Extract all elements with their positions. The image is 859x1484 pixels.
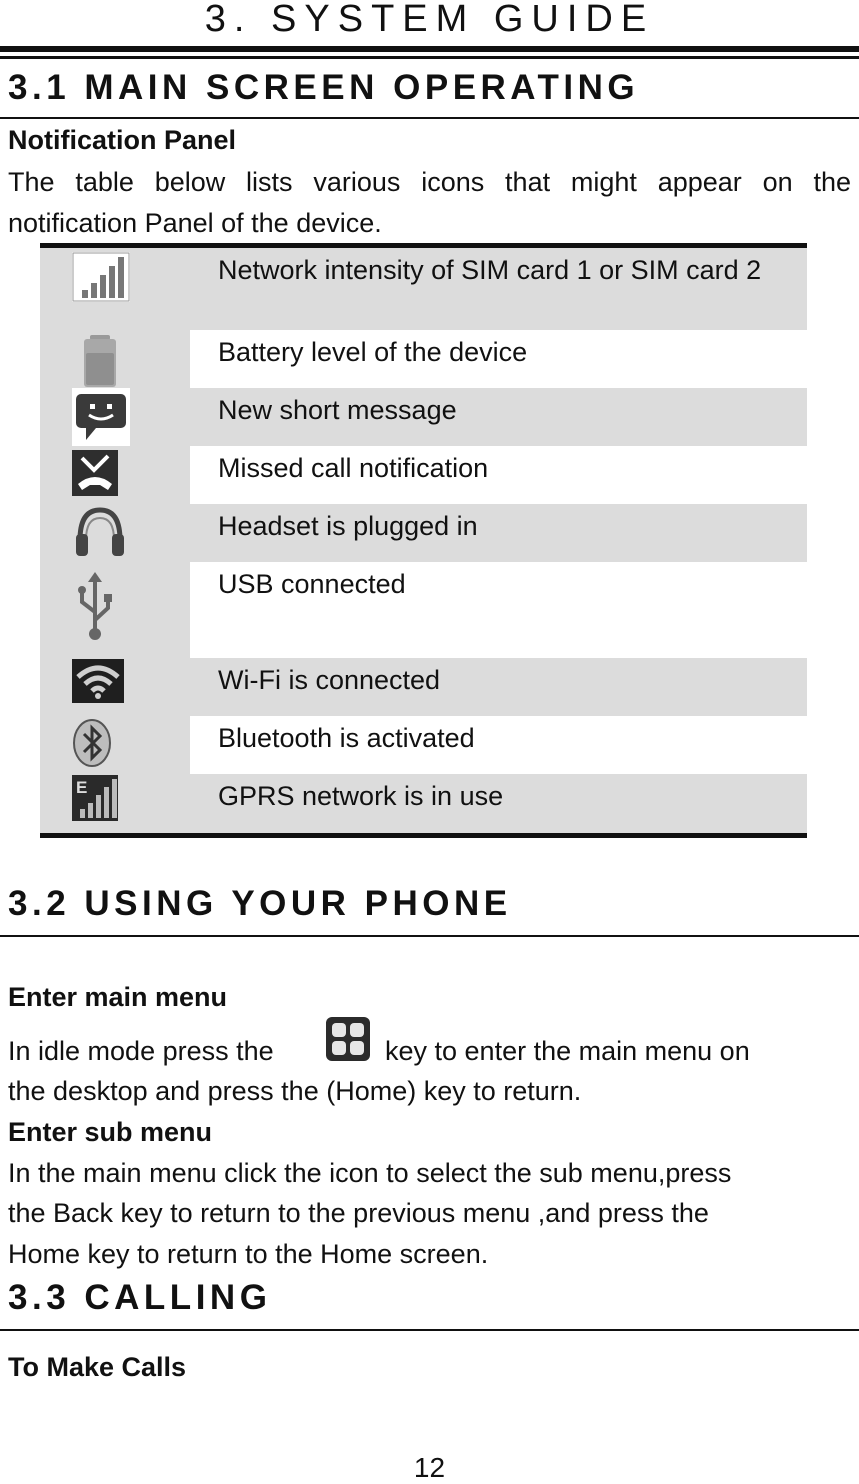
table-row-description: Wi-Fi is connected	[218, 665, 441, 695]
new-message-icon	[72, 388, 130, 446]
section-rule	[0, 1329, 859, 1331]
section-heading-3-2: 3.2 USING YOUR PHONE	[8, 884, 512, 923]
table-row-description: Headset is plugged in	[218, 511, 478, 541]
notification-icons-table	[40, 243, 807, 838]
table-row	[40, 562, 807, 658]
usb-icon	[72, 572, 118, 642]
enter-main-line-2: the desktop and press the (Home) key to return.	[8, 1076, 582, 1106]
enter-sub-line-3: Home key to return to the Home screen.	[8, 1239, 489, 1269]
section-heading-3-3: 3.3 CALLING	[8, 1278, 272, 1317]
notification-panel-heading: Notification Panel	[8, 125, 237, 155]
enter-sub-line-2: the Back key to return to the previous menu ,and press the	[8, 1198, 709, 1228]
battery-icon	[72, 333, 128, 387]
table-row-description: New short message	[218, 395, 457, 425]
table-row	[40, 504, 807, 562]
table-row-description: Network intensity of SIM card 1 or SIM card 2	[218, 255, 762, 285]
svg-text:E: E	[76, 778, 88, 797]
to-make-calls-heading: To Make Calls	[8, 1352, 187, 1382]
chapter-rule-secondary	[0, 56, 859, 59]
headset-icon	[72, 506, 128, 558]
page-number: 12	[413, 1452, 446, 1483]
table-row	[40, 330, 807, 388]
wifi-icon	[72, 659, 124, 703]
chapter-title: 3. SYSTEM GUIDE	[204, 0, 655, 40]
enter-sub-menu-heading: Enter sub menu	[8, 1117, 213, 1147]
chapter-rule	[0, 46, 859, 52]
enter-main-text-after: key to enter the main menu on	[385, 1036, 750, 1066]
section-rule	[0, 117, 859, 119]
gprs-icon	[72, 775, 118, 821]
table-row-description: USB connected	[218, 569, 406, 599]
intro-line-1: The table below lists various icons that might appear on the	[8, 167, 851, 197]
enter-main-menu-heading: Enter main menu	[8, 982, 228, 1012]
table-row	[40, 446, 807, 504]
signal-strength-icon	[72, 252, 130, 302]
table-row	[40, 774, 807, 833]
table-row-description: Missed call notification	[218, 453, 489, 483]
section-rule	[0, 935, 859, 937]
table-row	[40, 388, 807, 446]
table-row-description: GPRS network is in use	[218, 781, 504, 811]
table-row-description: Bluetooth is activated	[218, 723, 475, 753]
section-heading-3-1: 3.1 MAIN SCREEN OPERATING	[8, 68, 640, 107]
table-row-description: Battery level of the device	[218, 337, 528, 367]
table-row	[40, 716, 807, 774]
enter-sub-line-1: In the main menu click the icon to select the sub menu,press	[8, 1158, 732, 1188]
enter-main-text-before: In idle mode press the	[8, 1036, 274, 1066]
missed-call-icon	[72, 450, 118, 496]
table-row	[40, 248, 807, 330]
table-bottom-rule	[40, 833, 807, 838]
bluetooth-icon	[72, 718, 112, 768]
menu-key-icon	[326, 1017, 370, 1061]
table-row	[40, 658, 807, 716]
intro-line-2: notification Panel of the device.	[8, 208, 382, 238]
